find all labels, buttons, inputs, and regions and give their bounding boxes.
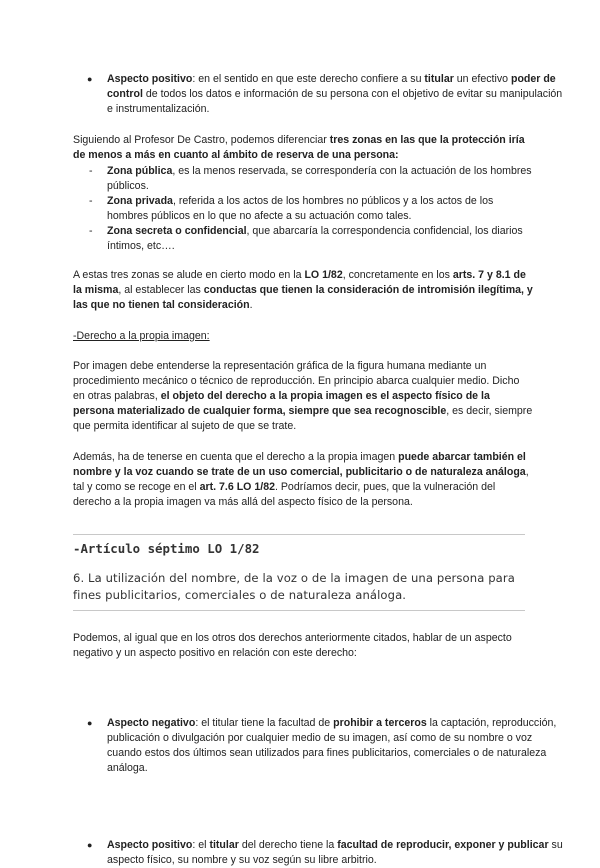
zones-intro-paragraph: Siguiendo al Profesor De Castro, podemos diferenciar tres zonas en las que la protección iría de menos a más en cuanto al ámbito de reserva de una persona: bbox=[73, 134, 525, 161]
bullet-icon: ● bbox=[87, 74, 93, 84]
article-quote: 6. La utilización del nombre, de la voz o de la imagen de una persona para fines publicitarios, comerciales o de naturaleza análoga. bbox=[73, 571, 515, 602]
zone-item-secret: - Zona secreta o confidencial, que abarcaría la correspondencia confidencial, los diarios íntimos, etc…. bbox=[89, 225, 523, 252]
image-definition-paragraph: Por imagen debe entenderse la representación gráfica de la figura humana mediante un procedimiento mecánico o técnico de reproducción. En principio abarca cualquier medio. Dicho en otras palabras, el objeto del derecho a la propia imagen es el aspecto físico de la persona materializado de cualquier forma, siempre que sea recognoscible, es decir, siempre que permita identificar al sujeto de que se trate. bbox=[73, 360, 533, 432]
lo-paragraph: A estas tres zonas se alude en cierto modo en la LO 1/82, concretamente en los arts. 7 y 8.1 de la misma, al establecer las conductas que tienen la consideración de intromisión ilegítima, y las que no tienen tal consideración. bbox=[73, 269, 533, 311]
bullet-negative-aspect: ● Aspecto negativo: el titular tiene la facultad de prohibir a terceros la captación, reproducción, publicación o divulgación por cualquier medio de su imagen, así como de su nombre o voz cuando estos dos últimos sean utilizados para fines publicitarios, comerciales o de naturaleza análoga. bbox=[87, 717, 557, 774]
bullet-positive-aspect-data bbox=[73, 72, 567, 117]
dash-icon: - bbox=[89, 165, 93, 177]
article-heading: -Artículo séptimo LO 1/82 bbox=[73, 541, 260, 556]
bullet-icon: ● bbox=[87, 840, 93, 850]
divider bbox=[73, 610, 525, 611]
bullet-positive-aspect-image: ● Aspecto positivo: el titular del derecho tiene la facultad de reproducir, exponer y publicar su aspecto físico, su nombre y su voz según su libre arbitrio. bbox=[87, 839, 563, 866]
dash-icon: - bbox=[89, 225, 93, 237]
dash-icon: - bbox=[89, 195, 93, 207]
aspects-intro-paragraph: Podemos, al igual que en los otros dos derechos anteriormente citados, hablar de un aspecto negativo y un aspecto positivo en relación con este derecho: bbox=[73, 632, 512, 659]
bullet-icon: ● bbox=[87, 718, 93, 728]
zone-item-public: - Zona pública, es la menos reservada, se correspondería con la actuación de los hombres públicos. bbox=[89, 165, 532, 192]
zone-item-private: - Zona privada, referida a los actos de los hombres no públicos y a los actos de los hombres públicos en lo que no afecte a su actuación como tales. bbox=[89, 195, 494, 222]
image-scope-paragraph: Además, ha de tenerse en cuenta que el derecho a la propia imagen puede abarcar también el nombre y la voz cuando se trate de un uso comercial, publicitario o de naturaleza análoga, tal y como se recoge en el art. 7.6 LO 1/82. Podríamos decir, pues, que la vulneración del derecho a la propia imagen va más allá del aspecto físico de la persona. bbox=[73, 451, 529, 508]
image-right-heading: -Derecho a la propia imagen: bbox=[73, 330, 210, 342]
zones-list bbox=[73, 164, 533, 254]
divider bbox=[73, 534, 525, 535]
bullet-text: Aspecto positivo: en el sentido en que este derecho confiere a su titular un efectivo poder de control de todos los datos e información de su persona con el objetivo de evitar su manipulación e instrumentalización. bbox=[107, 73, 563, 115]
